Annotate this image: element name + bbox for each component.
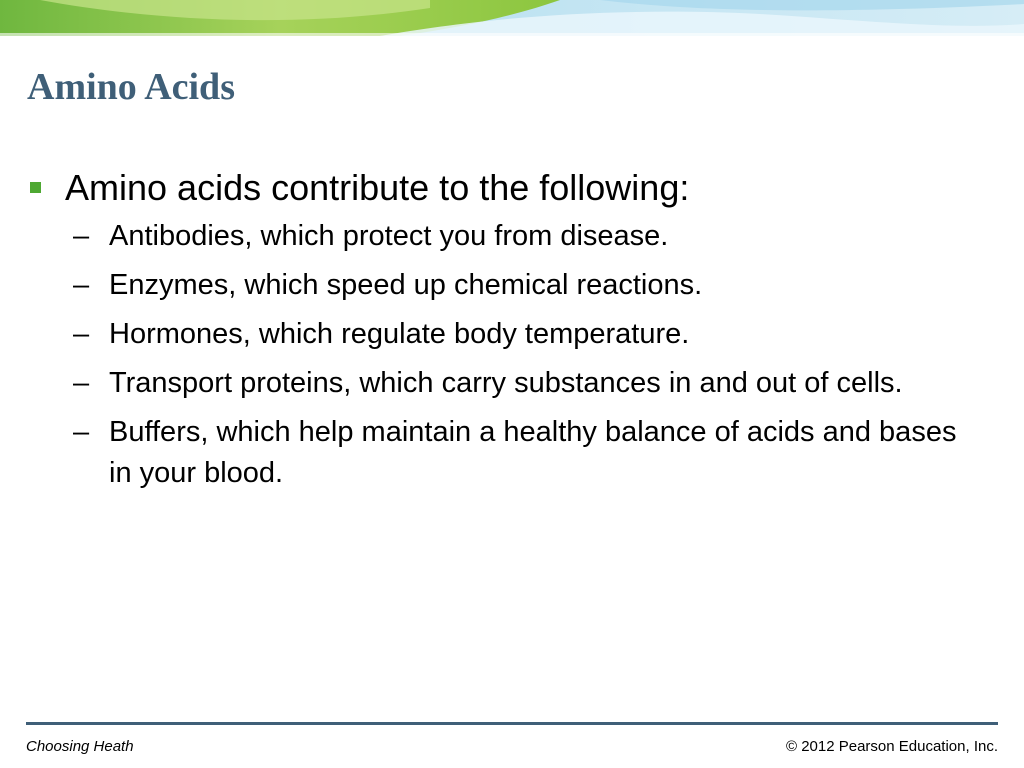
sub-bullet-antibodies (30, 216, 969, 257)
square-bullet-icon (30, 182, 41, 193)
header-banner (0, 0, 1024, 36)
slide-content (30, 166, 980, 502)
footer-divider (26, 722, 998, 725)
footer-book-title: Choosing Heath (26, 738, 134, 755)
sub-bullet-list (30, 216, 980, 494)
sub-bullet-text: Enzymes, which speed up chemical reactions. (109, 269, 703, 301)
dash-bullet-icon: – (73, 367, 90, 399)
dash-bullet-icon: – (73, 416, 90, 448)
slide-title: Amino Acids (27, 66, 235, 108)
dash-bullet-icon: – (73, 318, 90, 350)
main-bullet-text: Amino acids contribute to the following: (65, 167, 690, 208)
main-bullet (30, 166, 980, 210)
sub-bullet-enzymes (30, 265, 969, 306)
sub-bullet-text: Buffers, which help maintain a healthy balance of acids and bases in your blood. (109, 416, 957, 489)
footer-copyright: © 2012 Pearson Education, Inc. (785, 738, 998, 755)
sub-bullet-transport-proteins (30, 363, 969, 404)
dash-bullet-icon: – (73, 220, 90, 252)
sub-bullet-text: Hormones, which regulate body temperature. (109, 318, 690, 350)
sub-bullet-text: Antibodies, which protect you from disease. (109, 220, 669, 252)
dash-bullet-icon: – (73, 269, 90, 301)
sub-bullet-text: Transport proteins, which carry substances in and out of cells. (109, 367, 903, 399)
sub-bullet-buffers (30, 412, 969, 494)
sub-bullet-hormones (30, 314, 969, 355)
